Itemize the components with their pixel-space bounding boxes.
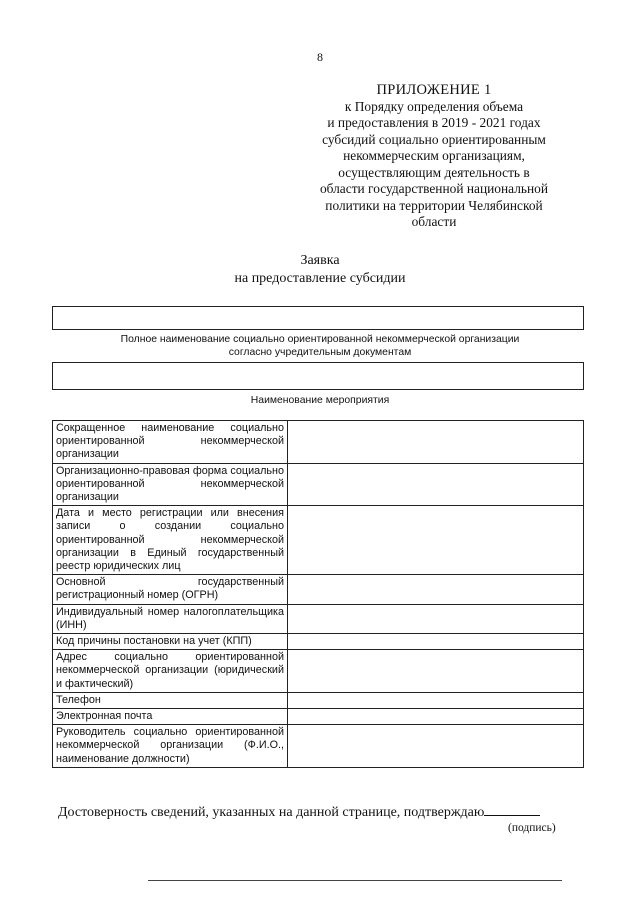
row-value-field[interactable] [288,421,584,464]
caption-line: Полное наименование социально ориентированной некоммерческой организации [120,334,520,345]
table-row [53,604,584,633]
row-label: Адрес социально ориентированной некоммерческой организации (юридический и фактический) [53,650,288,693]
table-row [53,650,584,693]
title-main: Заявка [300,253,340,268]
table-row [53,463,584,506]
row-label: Телефон [53,692,288,708]
event-name-field[interactable] [52,362,584,390]
row-label: Сокращенное наименование социально ориентированной некоммерческой организации [53,421,288,464]
org-full-name-field[interactable] [52,306,584,330]
row-label: Организационно-правовая форма социально ориентированной некоммерческой организации [53,463,288,506]
row-value-field[interactable] [288,575,584,604]
appendix-line: осуществляющим деятельность в [338,164,530,180]
appendix-line: области государственной национальной [319,181,549,196]
confirmation-statement [58,803,578,821]
confirmation-text: Достоверность сведений, указанных на данной странице, подтверждаю [58,805,485,820]
table-row [53,421,584,464]
event-name-caption: Наименование мероприятия [250,395,390,406]
appendix-line: к Порядку определения объема [344,98,524,114]
table-row [53,506,584,575]
table-row [53,692,584,708]
page-number: 8 [317,50,323,64]
appendix-line: и предоставления в 2019 - 2021 годах [327,115,541,130]
title-sub: на предоставление субсидии [234,271,406,286]
footer-divider [148,880,562,881]
table-row [53,725,584,768]
appendix-header [300,82,568,231]
appendix-line: политики на территории Челябинской [325,197,543,213]
row-label: Дата и место регистрации или внесения записи о создании социально ориентированной некоммерческой организации в Единый государственный реестр юридических лиц [53,506,288,575]
signature-caption: (подпись) [508,822,556,834]
row-value-field[interactable] [288,709,584,725]
org-full-name-caption [40,333,600,359]
row-value-field[interactable] [288,650,584,693]
row-label: Руководитель социально ориентированной некоммерческой организации (Ф.И.О., наименование должности) [53,725,288,768]
row-label: Электронная почта [53,709,288,725]
row-value-field[interactable] [288,604,584,633]
appendix-line: области [411,214,457,229]
row-label: Основной государственный регистрационный номер (ОГРН) [53,575,288,604]
table-row [53,575,584,604]
signature-line[interactable] [484,803,540,816]
appendix-line: некоммерческим организациям, [343,148,525,163]
row-value-field[interactable] [288,725,584,768]
org-info-table [52,420,584,768]
row-value-field[interactable] [288,506,584,575]
table-row [53,634,584,650]
appendix-heading: ПРИЛОЖЕНИЕ 1 [376,82,492,98]
document-title [0,252,640,288]
row-value-field[interactable] [288,463,584,506]
row-value-field[interactable] [288,692,584,708]
row-label: Индивидуальный номер налогоплательщика (ИНН) [53,604,288,633]
table-row [53,709,584,725]
row-value-field[interactable] [288,634,584,650]
caption-line: согласно учредительным документам [228,347,412,358]
row-label: Код причины постановки на учет (КПП) [53,634,288,650]
appendix-line: субсидий социально ориентированным [322,131,546,147]
